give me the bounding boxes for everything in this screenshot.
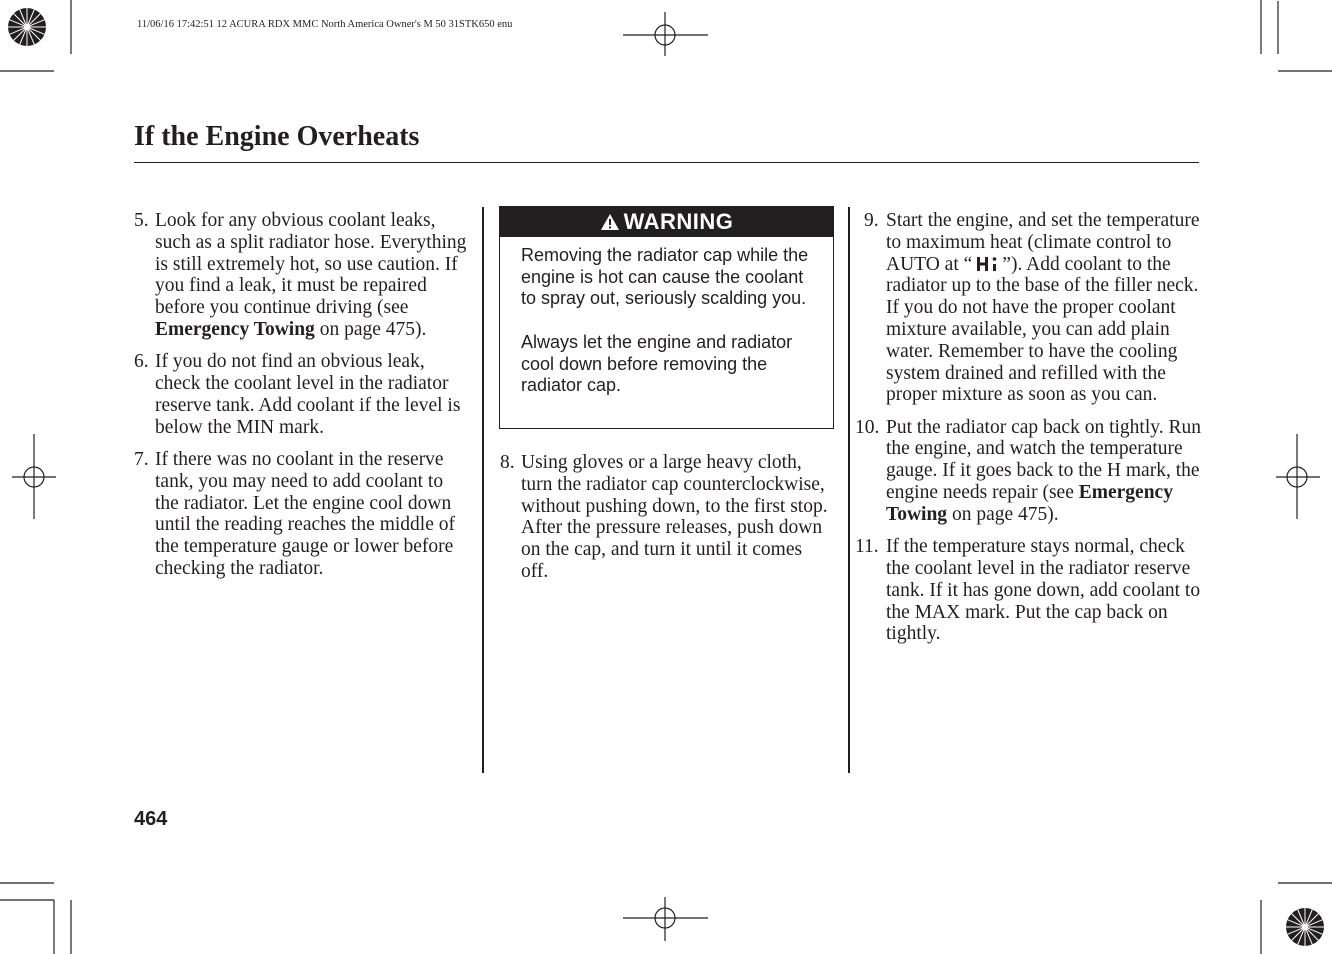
registration-target-icon [1286,908,1324,946]
step-5 [134,210,470,341]
warning-label: WARNING [623,209,734,234]
step-number: 9. [864,210,879,231]
column-right [855,210,1201,656]
warning-text: Removing the radiator cap while the engine is hot can cause the coolant to spray out, seriously scalding you. [521,245,809,309]
step-8 [500,452,834,583]
warning-box [499,206,834,429]
registration-target-icon [12,434,56,519]
emergency-towing-reference: Emergency Towing [886,482,1173,525]
registration-target-icon [623,12,708,56]
step-number: 10. [855,416,880,438]
step-11 [855,536,1201,645]
step-number: 8. [500,452,515,473]
registration-target-icon [8,8,46,46]
step-7 [134,449,470,580]
step-text: Using gloves or a large heavy cloth, turn the radiator cap counterclockwise, without pushing down, to the first stop. After the pressure releases, push down on the cap, and turn it until it comes off. [521,452,828,582]
warning-triangle-icon [600,213,620,231]
print-header: 11/06/16 17:42:51 12 ACURA RDX MMC North America Owner's M 50 31STK650 enu [137,19,513,30]
title-rule [134,162,1199,163]
step-6 [134,351,470,438]
emergency-towing-reference: Emergency Towing [155,318,315,340]
warning-body [500,237,833,397]
warning-text: Always let the engine and radiator cool down before removing the radiator cap. [521,331,793,396]
step-number: 5. [134,210,149,231]
warning-header [500,207,833,237]
step-text: If the temperature stays normal, check the coolant level in the radiator reserve tank. If it has gone down, add coolant to the MAX mark. Put the cap back on tightly. [886,536,1201,645]
column-middle [500,452,834,593]
max-heat-temperature-icon [974,255,1000,273]
step-9 [855,210,1201,406]
registration-target-icon [1276,434,1320,519]
column-divider [482,207,484,773]
step-number: 6. [134,351,149,373]
step-text: If you do not find an obvious leak, check the coolant level in the radiator reserve tank. Add coolant if the level is below the MIN mark. [155,351,461,438]
step-text: Look for any obvious coolant leaks, such as a split radiator hose. Everything is still extremely hot, so use caution. If you find a leak, it must be repaired before you continue driving (see Emergency Towing on page 475). [155,210,467,340]
step-number: 11. [855,536,879,558]
page-number: 464 [134,808,168,830]
column-left [134,210,470,590]
step-text: Start the engine, and set the temperature to maximum heat (climate control to AUTO at “ ”). Add coolant to the radiator up to the base of the filler neck. If you do not have the proper coolant mixture available, you can add plain water. Remember to have the cooling system drained and refilled with the proper mixture as soon as you can. [886,210,1200,406]
column-divider [848,207,850,773]
step-text: Put the radiator cap back on tightly. Run the engine, and watch the temperature gauge. If it goes back to the H mark, the engine needs repair (see Emergency Towing on page 475). [886,416,1201,525]
page-title: If the Engine Overheats [134,121,420,152]
step-number: 7. [134,448,149,470]
registration-target-icon [623,897,708,941]
step-10 [855,417,1201,526]
step-text: If there was no coolant in the reserve tank, you may need to add coolant to the radiator. Let the engine cool down until the reading reaches the middle of the temperature gauge or lower before checking the radiator. [155,448,455,579]
